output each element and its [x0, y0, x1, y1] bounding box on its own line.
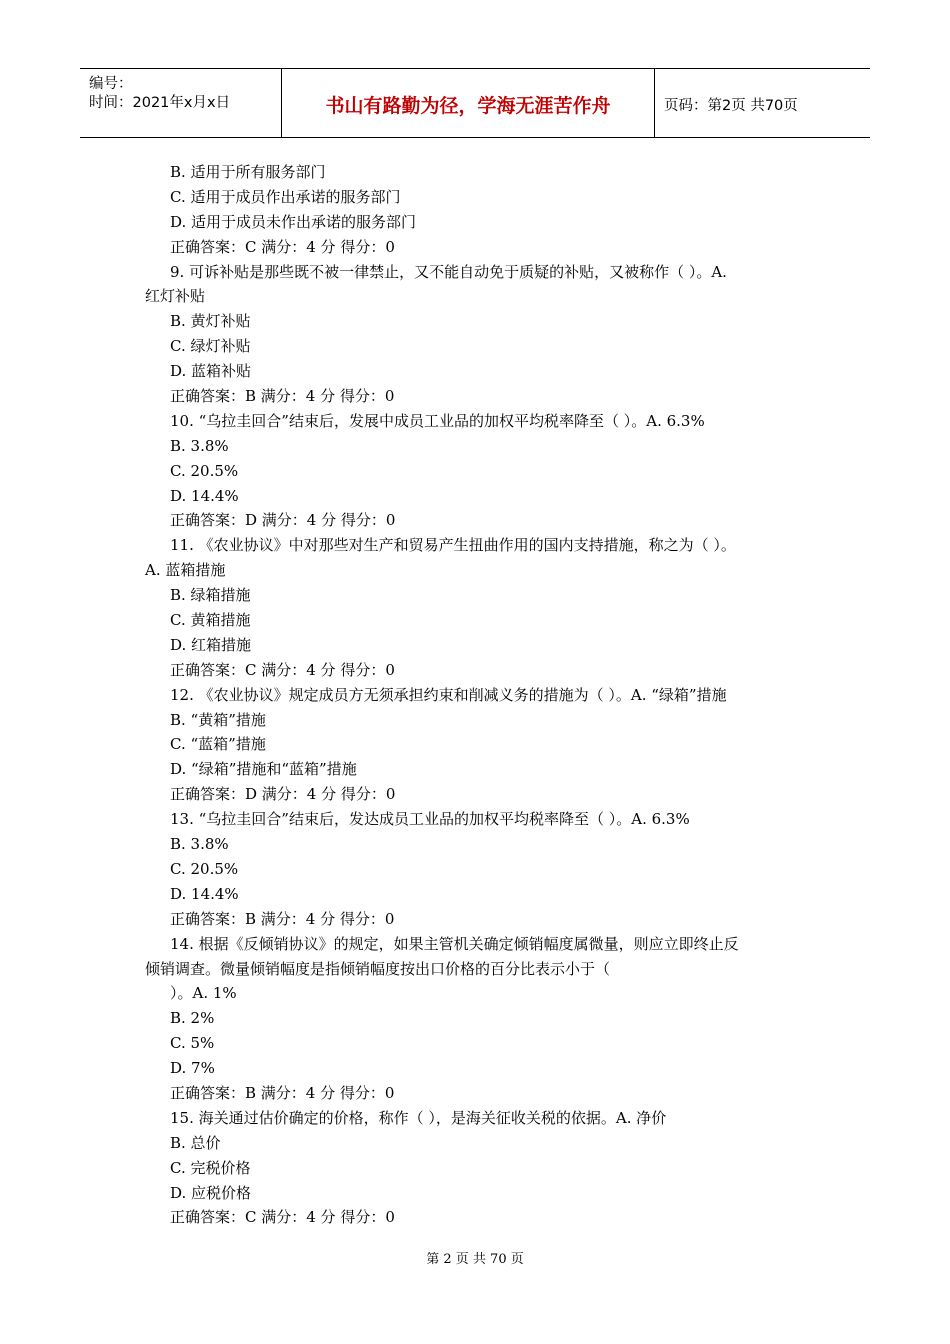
- text-line: B. “黄箱”措施: [170, 710, 266, 729]
- text-line: B. 适用于所有服务部门: [170, 163, 326, 181]
- text-line: B. 总价: [170, 1133, 221, 1152]
- text-line: D. 适用于成员未作出承诺的服务部门: [170, 212, 417, 231]
- text-line: 倾销调查。微量倾销幅度是指倾销幅度按出口价格的百分比表示小于（: [145, 959, 611, 978]
- text-line: C. 绿灯补贴: [170, 337, 251, 356]
- text-line: D. 14.4%: [170, 486, 239, 505]
- text-line: 11. 《农业协议》中对那些对生产和贸易产生扭曲作用的国内支持措施，称之为（ ）。: [170, 536, 736, 555]
- text-line: C. 5%: [170, 1034, 215, 1053]
- text-line: D. 14.4%: [170, 884, 239, 903]
- answer-line: 正确答案：C 满分：4 分 得分：0: [170, 1208, 395, 1227]
- answer-line: 正确答案：B 满分：4 分 得分：0: [170, 909, 395, 928]
- answer-line: 正确答案：D 满分：4 分 得分：0: [170, 511, 396, 530]
- header-motto-cell: [282, 69, 655, 137]
- text-line: B. 3.8%: [170, 835, 229, 854]
- document-body: [145, 160, 825, 1230]
- answer-line: 正确答案：B 满分：4 分 得分：0: [170, 1083, 395, 1102]
- text-line: D. 7%: [170, 1059, 215, 1078]
- text-line: 14. 根据《反倾销协议》的规定，如果主管机关确定倾销幅度属微量，则应立即终止反: [170, 934, 739, 953]
- header-page-info: 页码：第2页 共70页: [664, 98, 798, 114]
- text-line: D. “绿箱”措施和“蓝箱”措施: [170, 760, 357, 779]
- document-header: [80, 68, 870, 138]
- text-line: C. 20.5%: [170, 859, 239, 878]
- text-line: B. 绿箱措施: [170, 586, 251, 605]
- text-line: ）。A. 1%: [170, 984, 237, 1003]
- text-line: C. 适用于成员作出承诺的服务部门: [170, 187, 401, 206]
- answer-line: 正确答案：B 满分：4 分 得分：0: [170, 387, 395, 406]
- text-line: B. 3.8%: [170, 436, 229, 455]
- answer-line: 正确答案：C 满分：4 分 得分：0: [170, 237, 395, 256]
- text-line: 10. “乌拉圭回合”结束后，发展中成员工业品的加权平均税率降至（ ）。A. 6.3%: [170, 411, 705, 430]
- text-line: C. “蓝箱”措施: [170, 735, 266, 754]
- answer-line: 正确答案：D 满分：4 分 得分：0: [170, 785, 396, 804]
- answer-line: 正确答案：C 满分：4 分 得分：0: [170, 660, 395, 679]
- text-line: 15. 海关通过估价确定的价格，称作（ ），是海关征收关税的依据。A. 净价: [170, 1108, 667, 1127]
- text-line: 12. 《农业协议》规定成员方无须承担约束和削减义务的措施为（ ）。A. “绿箱”措施: [170, 685, 727, 704]
- document-number-label: 编号：: [89, 76, 133, 92]
- text-line: B. 2%: [170, 1009, 215, 1028]
- text-line: 9. 可诉补贴是那些既不被一律禁止，又不能自动免于质疑的补贴，又被称作（ ）。A.: [170, 262, 727, 281]
- text-line: C. 完税价格: [170, 1158, 251, 1177]
- text-line: C. 黄箱措施: [170, 611, 251, 630]
- text-line: C. 20.5%: [170, 461, 239, 480]
- page-footer: 第 2 页 共 70 页: [426, 1252, 524, 1267]
- text-line: 红灯补贴: [145, 287, 206, 306]
- text-line: A. 蓝箱措施: [145, 561, 226, 580]
- text-line: D. 红箱措施: [170, 635, 252, 654]
- text-line: B. 黄灯补贴: [170, 312, 251, 331]
- header-motto: 书山有路勤为径，学海无涯苦作舟: [325, 95, 611, 117]
- text-line: 13. “乌拉圭回合”结束后，发达成员工业品的加权平均税率降至（ ）。A. 6.3%: [170, 810, 690, 829]
- document-time-label: 时间：2021年x月x日: [89, 95, 231, 111]
- text-line: D. 应税价格: [170, 1183, 252, 1202]
- header-info-cell: [80, 69, 282, 137]
- text-line: D. 蓝箱补贴: [170, 362, 252, 381]
- header-page-cell: [655, 69, 870, 137]
